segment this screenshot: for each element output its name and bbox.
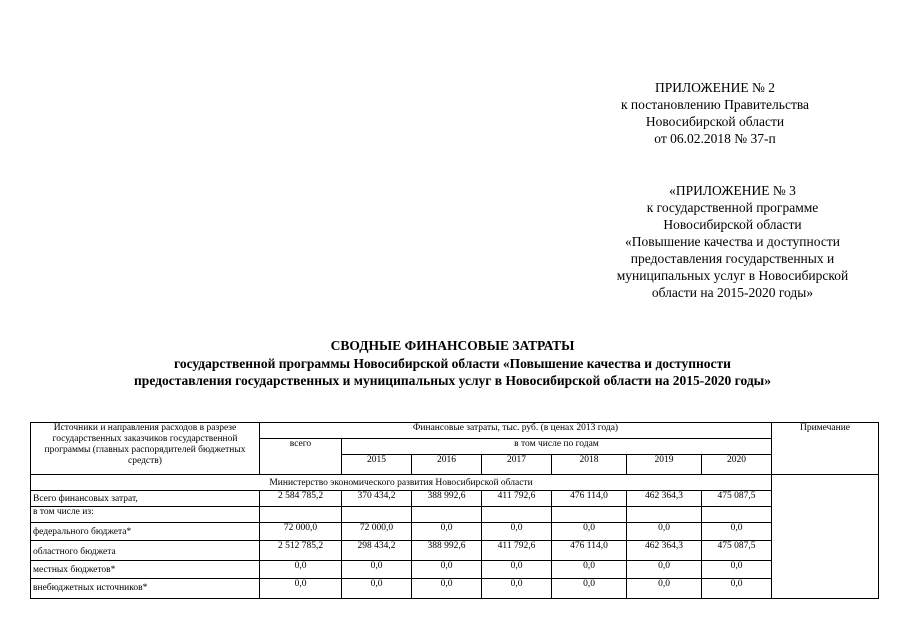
row-value: 0,0	[627, 523, 702, 541]
annex-3-line: к государственной программе	[646, 200, 819, 215]
row-value: 0,0	[627, 561, 702, 579]
annex-3-line: муниципальных услуг в Новосибирской	[616, 268, 849, 283]
header-year: 2018	[552, 455, 627, 475]
header-total: всего	[260, 439, 342, 475]
annex-2-line: от 06.02.2018 № 37-п	[654, 131, 776, 146]
annex-2-line: Новосибирской области	[645, 114, 785, 129]
header-by-years: в том числе по годам	[342, 439, 772, 455]
annex-3-line: предоставления государственных и	[630, 251, 835, 266]
row-value: 388 992,6	[412, 541, 482, 561]
row-value: 72 000,0	[342, 523, 412, 541]
table-row	[31, 541, 879, 561]
annex-3-block	[590, 182, 875, 301]
row-label: местных бюджетов*	[31, 561, 260, 579]
document-subtitle-line: государственной программы Новосибирской области «Повышение качества и доступности	[174, 355, 731, 371]
document-title: СВОДНЫЕ ФИНАНСОВЫЕ ЗАТРАТЫ	[330, 338, 575, 353]
table-row	[31, 561, 879, 579]
annex-3-line: Новосибирской области	[663, 217, 802, 232]
row-value: 298 434,2	[342, 541, 412, 561]
row-value: 388 992,6	[412, 491, 482, 507]
row-label: федерального бюджета*	[31, 523, 260, 541]
row-value: 0,0	[552, 561, 627, 579]
row-value	[702, 507, 772, 523]
row-label: внебюджетных источников*	[31, 579, 260, 599]
header-year: 2015	[342, 455, 412, 475]
row-total: 0,0	[260, 579, 342, 599]
header-year: 2020	[702, 455, 772, 475]
row-value: 370 434,2	[342, 491, 412, 507]
table-row	[31, 491, 879, 507]
section-title: Министерство экономического развития Новосибирской области	[31, 475, 772, 491]
row-label: в том числе из:	[31, 507, 260, 523]
annex-3-line: области на 2015-2020 годы»	[651, 285, 814, 300]
row-value: 0,0	[552, 579, 627, 599]
row-label: областного бюджета	[31, 541, 260, 561]
header-year: 2019	[627, 455, 702, 475]
row-value: 462 364,3	[627, 491, 702, 507]
header-year: 2017	[482, 455, 552, 475]
document-subtitle-line: предоставления государственных и муниципальных услуг в Новосибирской области на 2015-2020 годы»	[134, 373, 771, 388]
annex-2-block	[600, 79, 830, 147]
header-costs: Финансовые затраты, тыс. руб. (в ценах 2013 года)	[260, 423, 772, 439]
document-heading	[0, 337, 905, 390]
row-value: 0,0	[412, 579, 482, 599]
row-total: 2 584 785,2	[260, 491, 342, 507]
row-value: 462 364,3	[627, 541, 702, 561]
row-value: 475 087,5	[702, 491, 772, 507]
row-value	[552, 507, 627, 523]
row-value: 411 792,6	[482, 491, 552, 507]
row-value: 0,0	[552, 523, 627, 541]
row-value	[627, 507, 702, 523]
table-row	[31, 579, 879, 599]
table-row	[31, 507, 879, 523]
annex-2-line: ПРИЛОЖЕНИЕ № 2	[654, 80, 776, 95]
annex-3-line: «ПРИЛОЖЕНИЕ № 3	[669, 183, 796, 198]
row-value: 0,0	[702, 523, 772, 541]
header-sources: Источники и направления расходов в разрезе государственных заказчиков государственной программы (главных распорядителей бюджетных средств)	[31, 423, 260, 475]
row-value	[412, 507, 482, 523]
row-value: 0,0	[412, 523, 482, 541]
note-cell	[772, 475, 879, 599]
row-label: Всего финансовых затрат,	[31, 491, 260, 507]
row-total: 2 512 785,2	[260, 541, 342, 561]
row-value: 0,0	[342, 579, 412, 599]
row-value: 0,0	[482, 561, 552, 579]
table-row	[31, 523, 879, 541]
header-note: Примечание	[772, 423, 879, 475]
annex-2-line: к постановлению Правительства	[620, 97, 810, 112]
row-value: 0,0	[702, 579, 772, 599]
row-total	[260, 507, 342, 523]
row-value: 0,0	[482, 579, 552, 599]
row-value	[482, 507, 552, 523]
row-value: 476 114,0	[552, 541, 627, 561]
row-value: 476 114,0	[552, 491, 627, 507]
row-value: 0,0	[412, 561, 482, 579]
header-year: 2016	[412, 455, 482, 475]
row-total: 72 000,0	[260, 523, 342, 541]
financial-costs-table	[30, 422, 879, 599]
row-value	[342, 507, 412, 523]
row-value: 0,0	[482, 523, 552, 541]
annex-3-line: «Повышение качества и доступности	[625, 234, 840, 249]
row-value: 0,0	[342, 561, 412, 579]
row-value: 0,0	[702, 561, 772, 579]
row-total: 0,0	[260, 561, 342, 579]
row-value: 411 792,6	[482, 541, 552, 561]
row-value: 0,0	[627, 579, 702, 599]
row-value: 475 087,5	[702, 541, 772, 561]
